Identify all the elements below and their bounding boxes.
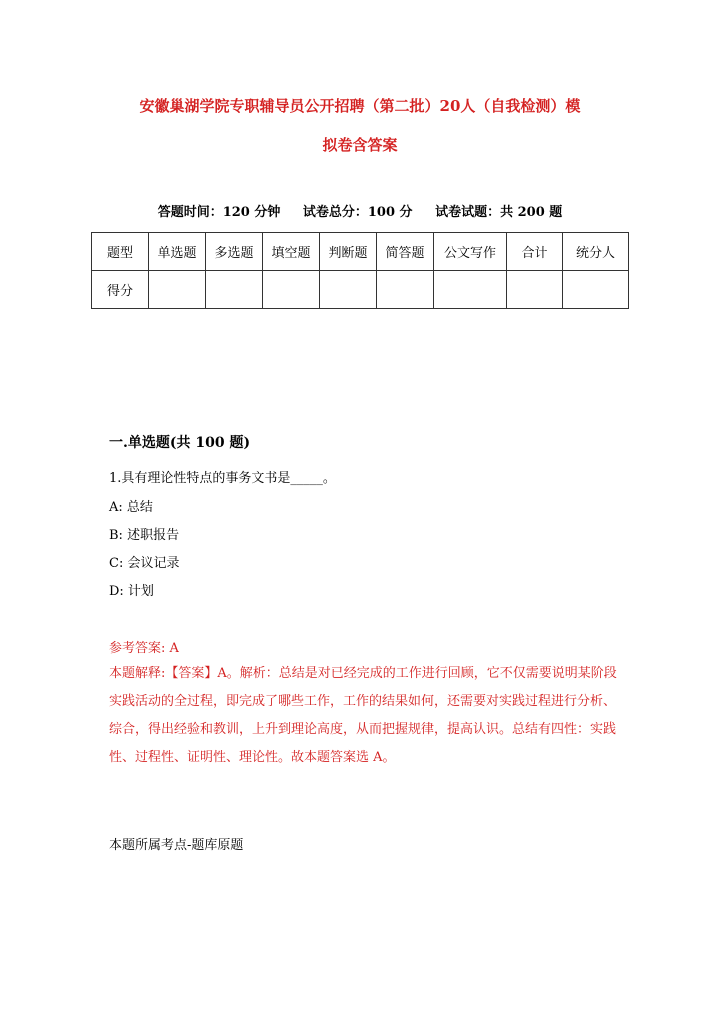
header-cell-true-false: 判断题 (320, 233, 377, 271)
document-title-line-2: 拟卷含答案 (322, 136, 398, 154)
reference-answer: 参考答案: A (109, 641, 179, 656)
option-d: D: 计划 (109, 584, 154, 599)
document-title-line-1: 安徽巢湖学院专职辅导员公开招聘（第二批）20人（自我检测）模 (139, 97, 581, 115)
score-cell (563, 271, 629, 309)
score-cell (206, 271, 263, 309)
score-cell (507, 271, 563, 309)
header-cell-multiple-choice: 多选题 (206, 233, 263, 271)
header-cell-total: 合计 (507, 233, 563, 271)
header-cell-type: 题型 (92, 233, 149, 271)
score-cell (434, 271, 507, 309)
header-cell-short-answer: 简答题 (377, 233, 434, 271)
score-cell (320, 271, 377, 309)
score-table-score-row (92, 271, 629, 309)
score-table-header-row (92, 233, 629, 271)
option-c: C: 会议记录 (109, 556, 180, 571)
header-cell-scorer: 统分人 (563, 233, 629, 271)
exam-total-questions: 试卷试题：共 200 题 (435, 205, 563, 220)
header-cell-official-writing: 公文写作 (434, 233, 507, 271)
question-topic: 本题所属考点-题库原题 (109, 838, 244, 853)
score-row-label: 得分 (92, 271, 149, 309)
option-b: B: 述职报告 (109, 528, 180, 543)
exam-info (90, 201, 630, 220)
exam-time: 答题时间：120 分钟 (157, 205, 281, 220)
score-table (91, 232, 629, 309)
header-cell-fill-blank: 填空题 (263, 233, 320, 271)
header-cell-single-choice: 单选题 (149, 233, 206, 271)
option-a: A: 总结 (109, 500, 153, 515)
answer-explanation: 本题解释:【答案】A。解析：总结是对已经完成的工作进行回顾，它不仅需要说明某阶段实践活动的全过程，即完成了哪些工作，工作的结果如何，还需要对实践过程进行分析、综合，得出经验和教训，上升到理论高度，从而把握规律，提高认识。总结有四性：实践性、过程性、证明性、理论性。故本题答案选 A。 (109, 666, 617, 765)
score-cell (263, 271, 320, 309)
question-stem: 1.具有理论性特点的事务文书是_____。 (109, 471, 336, 486)
section-title: 一.单选题(共 100 题) (109, 435, 251, 451)
score-cell (377, 271, 434, 309)
exam-total-score: 试卷总分：100 分 (302, 205, 413, 220)
score-cell (149, 271, 206, 309)
